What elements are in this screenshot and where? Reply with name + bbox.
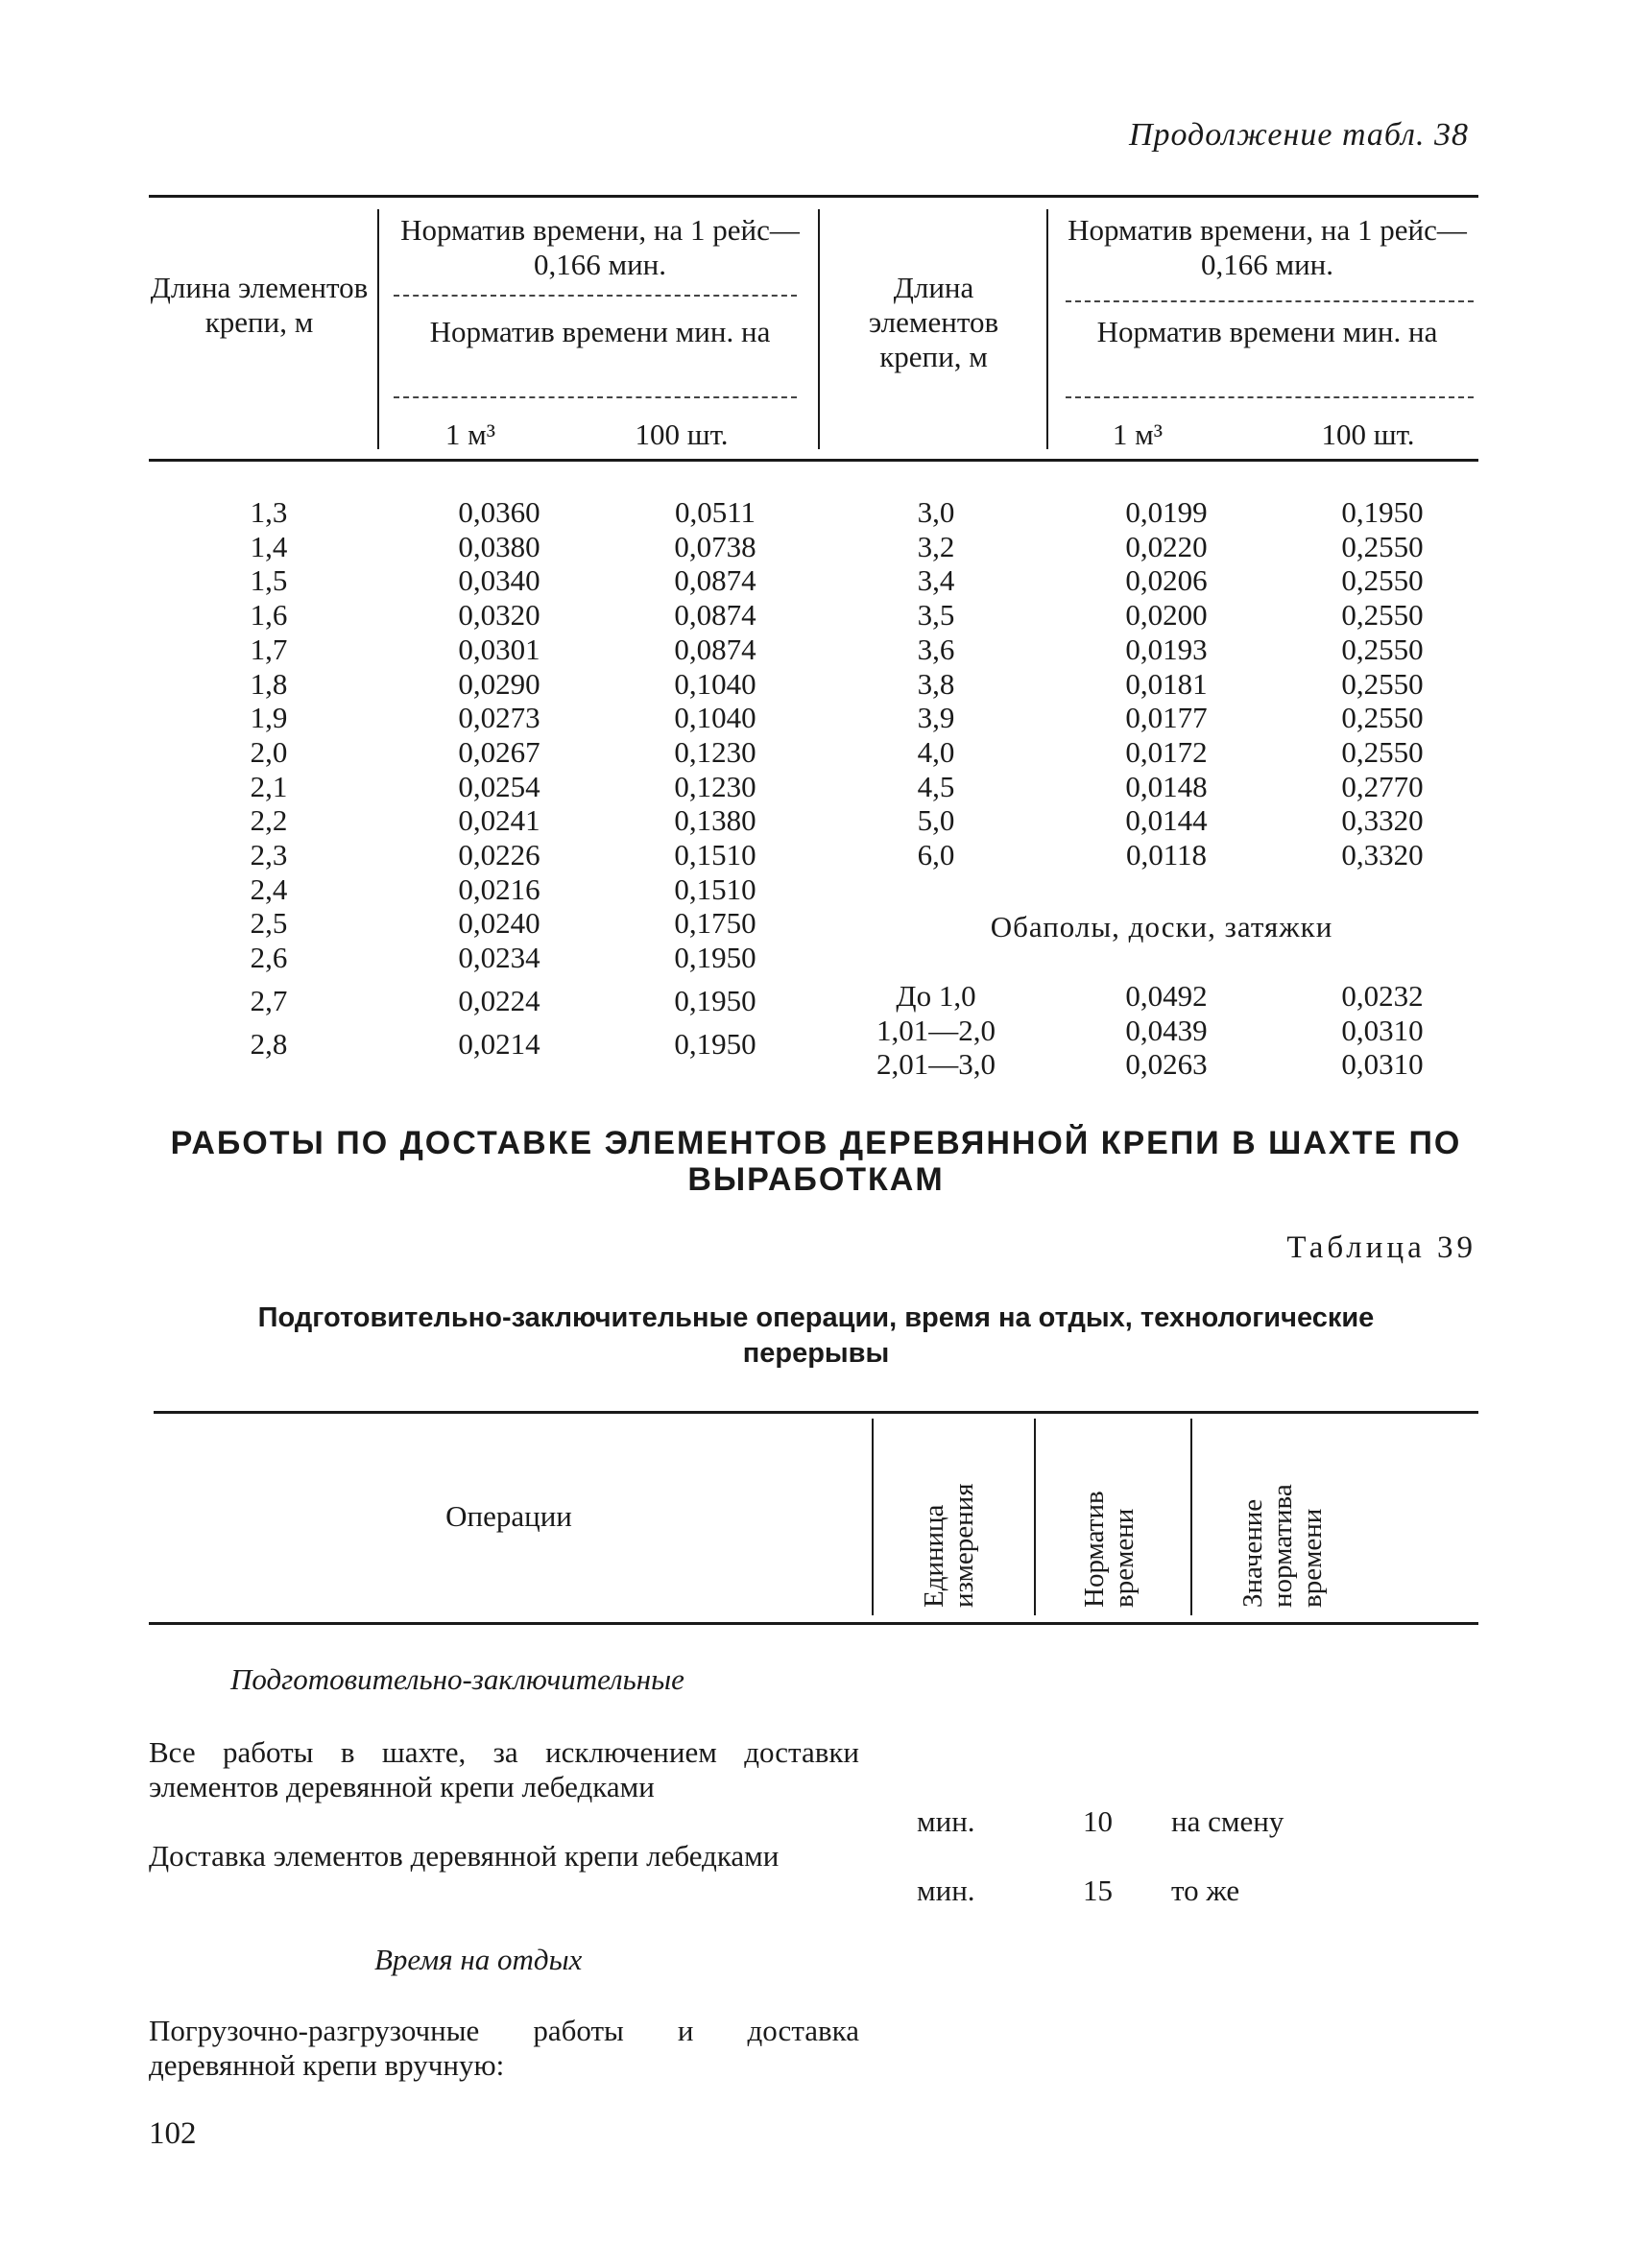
table-cell: 0,0181 <box>1125 666 1208 701</box>
table-cell: 0,0216 <box>458 871 540 906</box>
continuation-label: Продолжение табл. 38 <box>1128 117 1469 153</box>
header-unit-m3: 1 м³ <box>444 418 496 451</box>
header-unit-m3: 1 м³ <box>1112 418 1164 451</box>
header-norm: Норматив времени <box>1079 1491 1140 1608</box>
table-cell: 3,2 <box>917 529 955 563</box>
table-cell: 2,01—3,0 <box>876 1047 996 1082</box>
row-meaning: то же <box>1171 1874 1240 1907</box>
section-title: РАБОТЫ ПО ДОСТАВКЕ ЭЛЕМЕНТОВ ДЕРЕВЯННОЙ КРЕПИ В ШАХТЕ ПО ВЫРАБОТКАМ <box>170 1125 1462 1198</box>
table-cell: 0,1380 <box>674 803 756 838</box>
col-separator <box>818 209 820 449</box>
header-length: Длина элементов крепи, м <box>868 271 999 373</box>
table-cell: 0,0310 <box>1341 1013 1424 1047</box>
table-row <box>149 1839 859 1874</box>
table-header-rule <box>149 1622 1478 1625</box>
table-cell: 0,1040 <box>674 701 756 735</box>
operation-text: Погрузочно-разгрузочные работы и доставка деревянной крепи вручную: <box>149 2014 859 2082</box>
row-unit: мин. <box>917 1874 975 1907</box>
table-cell: 0,0232 <box>1341 979 1424 1013</box>
table-row <box>149 2014 859 2083</box>
table-cell: 0,1750 <box>674 906 756 941</box>
table-cell: 0,0301 <box>458 632 540 666</box>
table-cell: 0,0273 <box>458 701 540 735</box>
table-cell: 0,0118 <box>1125 838 1208 872</box>
table-cell: 0,0206 <box>1125 563 1208 598</box>
table-cell: 0,0193 <box>1125 632 1208 666</box>
table-cell: 1,6 <box>250 598 288 633</box>
table-cell: 0,0199 <box>1125 495 1208 529</box>
table-cell: 0,2550 <box>1341 563 1424 598</box>
table-cell: 2,4 <box>250 871 288 906</box>
table-cell: 0,0220 <box>1125 529 1208 563</box>
table-top-rule <box>154 1411 1478 1414</box>
row-norm: 10 <box>1083 1804 1113 1838</box>
header-unit-100: 100 шт. <box>1321 418 1415 451</box>
table-cell: 1,8 <box>250 666 288 701</box>
table-cell: 0,1040 <box>674 666 756 701</box>
table-cell: 0,0310 <box>1341 1047 1424 1082</box>
table-cell: 0,1230 <box>674 769 756 803</box>
table-cell: 6,0 <box>917 838 955 872</box>
table-cell: 0,2550 <box>1341 598 1424 633</box>
header-divider <box>394 396 797 398</box>
table-cell: 0,2550 <box>1341 734 1424 769</box>
table-cell: 0,0439 <box>1125 1013 1208 1047</box>
table-cell: 0,2550 <box>1341 632 1424 666</box>
table-cell: 4,0 <box>917 734 955 769</box>
header-divider <box>394 295 797 297</box>
table-cell: 0,0320 <box>458 598 540 633</box>
col-separator <box>377 209 379 449</box>
table-cell: 0,3320 <box>1341 803 1424 838</box>
row-meaning: на смену <box>1171 1804 1284 1838</box>
table-cell: 2,5 <box>250 906 288 941</box>
sub-100-column <box>1320 979 1445 1082</box>
table-cell: 0,0263 <box>1125 1047 1208 1082</box>
table-cell: 1,9 <box>250 701 288 735</box>
sub-length-column <box>859 979 1013 1082</box>
table-row <box>149 1735 859 1804</box>
table-cell: 0,1950 <box>674 941 756 975</box>
table-cell: 0,0200 <box>1125 598 1208 633</box>
table-cell: 0,1950 <box>674 983 756 1017</box>
table-cell: 0,0874 <box>674 563 756 598</box>
table-cell: 0,2550 <box>1341 666 1424 701</box>
table-cell: 5,0 <box>917 803 955 838</box>
table-cell: 0,3320 <box>1341 838 1424 872</box>
table-cell: 3,6 <box>917 632 955 666</box>
header-norm-min: Норматив времени мин. на <box>1096 315 1438 348</box>
table-cell: 0,0214 <box>458 1026 540 1061</box>
operation-text: Доставка элементов деревянной крепи лебедками <box>149 1839 780 1873</box>
table-cell: 3,0 <box>917 495 955 529</box>
table-cell: 3,4 <box>917 563 955 598</box>
header-divider <box>1066 396 1474 398</box>
table-cell: 0,0234 <box>458 941 540 975</box>
sub-m3-column <box>1104 979 1229 1082</box>
row-unit: мин. <box>917 1804 975 1838</box>
table-cell: 0,0360 <box>458 495 540 529</box>
table-cell: 0,1950 <box>674 1026 756 1061</box>
table-cell: 0,0492 <box>1125 979 1208 1013</box>
table-cell: 2,7 <box>250 983 288 1017</box>
table-cell: 0,0144 <box>1125 803 1208 838</box>
table-cell: 4,5 <box>917 769 955 803</box>
group-heading: Время на отдых <box>374 1943 583 1976</box>
table-cell: 0,0738 <box>674 529 756 563</box>
table-cell: 0,0290 <box>458 666 540 701</box>
table-cell: 0,2770 <box>1341 769 1424 803</box>
table-cell: 1,7 <box>250 632 288 666</box>
table-header-rule <box>149 459 1478 462</box>
table-cell: 1,01—2,0 <box>876 1013 996 1047</box>
table-cell: 2,3 <box>250 838 288 872</box>
page-number: 102 <box>149 2116 197 2151</box>
header-operations: Операции <box>445 1499 572 1533</box>
table-cell: 2,6 <box>250 941 288 975</box>
right-length-column <box>893 495 979 872</box>
table-cell: До 1,0 <box>896 979 976 1013</box>
group-heading: Подготовительно-заключительные <box>230 1662 684 1696</box>
table-cell: 1,3 <box>250 495 288 529</box>
col-separator <box>1190 1419 1192 1615</box>
header-meaning: Значение норматива времени <box>1237 1484 1328 1608</box>
table-cell: 3,8 <box>917 666 955 701</box>
table-cell: 0,0177 <box>1125 701 1208 735</box>
right-100-column <box>1320 495 1445 872</box>
header-norm-per-trip: Норматив времени, на 1 рейс—0,166 мин. <box>1068 213 1467 281</box>
left-length-column <box>230 495 307 1061</box>
table-39-label: Таблица 39 <box>1286 1230 1476 1265</box>
col-separator <box>1034 1419 1036 1615</box>
table-cell: 3,5 <box>917 598 955 633</box>
left-m3-column <box>437 495 562 1061</box>
row-norm: 15 <box>1083 1874 1113 1907</box>
header-unit-100: 100 шт. <box>635 418 729 451</box>
table-cell: 0,1230 <box>674 734 756 769</box>
table-cell: 0,2550 <box>1341 701 1424 735</box>
table-cell: 1,5 <box>250 563 288 598</box>
table-cell: 0,0224 <box>458 983 540 1017</box>
header-unit: Единица измерения <box>919 1483 979 1608</box>
table-cell: 0,0267 <box>458 734 540 769</box>
col-separator <box>872 1419 874 1615</box>
table-cell: 0,0874 <box>674 632 756 666</box>
table-cell: 1,4 <box>250 529 288 563</box>
table-cell: 0,0874 <box>674 598 756 633</box>
table-cell: 2,2 <box>250 803 288 838</box>
table-cell: 3,9 <box>917 701 955 735</box>
table-cell: 0,0148 <box>1125 769 1208 803</box>
table-cell: 0,2550 <box>1341 529 1424 563</box>
col-separator <box>1046 209 1048 449</box>
right-m3-column <box>1104 495 1229 872</box>
table-cell: 0,0241 <box>458 803 540 838</box>
header-norm-per-trip: Норматив времени, на 1 рейс—0,166 мин. <box>400 213 800 281</box>
table-cell: 0,0340 <box>458 563 540 598</box>
table-cell: 0,0511 <box>674 495 756 529</box>
table-cell: 0,0226 <box>458 838 540 872</box>
table-cell: 0,0254 <box>458 769 540 803</box>
table-cell: 2,0 <box>250 734 288 769</box>
operation-text: Все работы в шахте, за исключением доставки элементов деревянной крепи лебедками <box>149 1735 859 1803</box>
left-100-column <box>653 495 778 1061</box>
table-cell: 0,0240 <box>458 906 540 941</box>
header-divider <box>1066 300 1474 302</box>
table-cell: 0,1950 <box>1341 495 1424 529</box>
table-39-caption: Подготовительно-заключительные операции, время на отдых, технологические перерывы <box>257 1302 1375 1369</box>
table-cell: 0,0172 <box>1125 734 1208 769</box>
table-cell: 0,1510 <box>674 871 756 906</box>
header-length: Длина элементов крепи, м <box>150 271 369 339</box>
subheading-boards: Обаполы, доски, затяжки <box>990 910 1333 943</box>
table-cell: 0,0380 <box>458 529 540 563</box>
table-cell: 0,1510 <box>674 838 756 872</box>
table-top-rule <box>149 195 1478 198</box>
table-cell: 2,8 <box>250 1026 288 1061</box>
table-cell: 2,1 <box>250 769 288 803</box>
header-norm-min: Норматив времени мин. на <box>429 315 771 348</box>
